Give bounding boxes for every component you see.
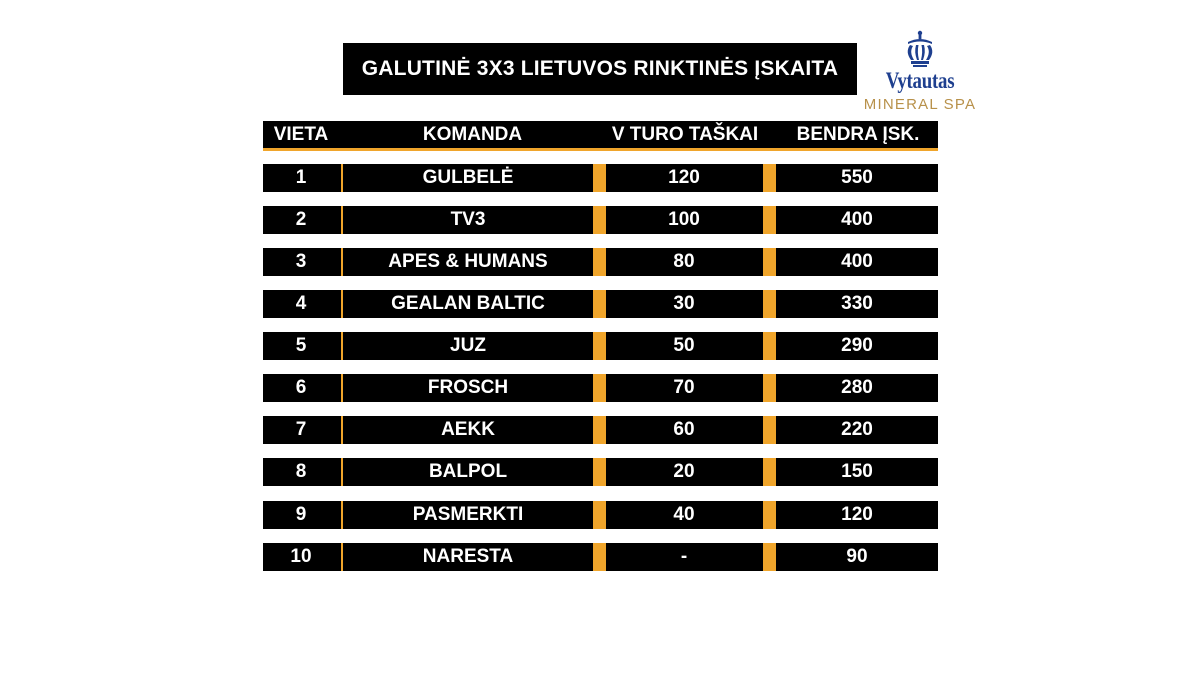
table-row — [263, 501, 938, 529]
separator — [593, 416, 606, 444]
total-cell: 150 — [841, 461, 873, 482]
separator — [763, 332, 776, 360]
total-cell: 290 — [841, 335, 873, 356]
page-title: GALUTINĖ 3X3 LIETUVOS RINKTINĖS ĮSKAITA — [343, 43, 857, 95]
table-header — [263, 121, 938, 151]
team-cell: GULBELĖ — [422, 167, 514, 188]
round-points-cell: 70 — [673, 377, 695, 398]
place-cell: 1 — [295, 167, 307, 188]
round-points-cell: 40 — [673, 504, 695, 525]
table-row — [263, 290, 938, 318]
logo-sub-text: MINERAL SPA — [863, 96, 977, 113]
total-cell: 400 — [841, 209, 873, 230]
total-cell: 550 — [841, 167, 873, 188]
table-row — [263, 458, 938, 486]
place-cell: 2 — [295, 209, 307, 230]
total-cell: 90 — [846, 546, 868, 567]
team-cell: GEALAN BALTIC — [391, 293, 545, 314]
total-cell: 330 — [841, 293, 873, 314]
round-points-cell: 80 — [673, 251, 695, 272]
separator — [593, 374, 606, 402]
header-place: VIETA — [273, 124, 329, 145]
place-cell: 10 — [290, 546, 312, 567]
table-row — [263, 164, 938, 192]
round-points-cell: 60 — [673, 419, 695, 440]
team-cell: TV3 — [450, 209, 486, 230]
separator — [763, 248, 776, 276]
header-underline — [263, 148, 938, 151]
separator — [763, 416, 776, 444]
separator — [593, 458, 606, 486]
vytautas-logo — [862, 30, 978, 114]
separator — [593, 332, 606, 360]
header-team: KOMANDA — [422, 124, 523, 145]
total-cell: 220 — [841, 419, 873, 440]
total-cell: 120 — [841, 504, 873, 525]
separator — [763, 374, 776, 402]
table-row — [263, 416, 938, 444]
total-cell: 280 — [841, 377, 873, 398]
total-cell: 400 — [841, 251, 873, 272]
header-round-points: V TURO TAŠKAI — [611, 124, 759, 145]
round-points-cell: - — [680, 546, 688, 567]
separator — [763, 543, 776, 571]
separator — [593, 543, 606, 571]
separator — [593, 206, 606, 234]
round-points-cell: 50 — [673, 335, 695, 356]
team-cell: NARESTA — [422, 546, 514, 567]
place-cell: 6 — [295, 377, 307, 398]
separator — [763, 290, 776, 318]
round-points-cell: 100 — [668, 209, 700, 230]
place-cell: 9 — [295, 504, 307, 525]
separator — [763, 164, 776, 192]
logo-brand-text: Vytautas — [885, 68, 955, 93]
table-row — [263, 332, 938, 360]
separator — [593, 248, 606, 276]
place-cell: 7 — [295, 419, 307, 440]
round-points-cell: 120 — [668, 167, 700, 188]
separator — [593, 290, 606, 318]
round-points-cell: 20 — [673, 461, 695, 482]
place-cell: 8 — [295, 461, 307, 482]
separator — [593, 164, 606, 192]
team-cell: AEKK — [441, 419, 495, 440]
table-row — [263, 206, 938, 234]
place-cell: 3 — [295, 251, 307, 272]
table-row — [263, 543, 938, 571]
team-cell: JUZ — [450, 335, 486, 356]
table-row — [263, 374, 938, 402]
place-cell: 4 — [295, 293, 307, 314]
team-cell: PASMERKTI — [412, 504, 524, 525]
round-points-cell: 30 — [673, 293, 695, 314]
separator — [763, 458, 776, 486]
crown-icon — [902, 30, 938, 68]
separator — [763, 501, 776, 529]
separator — [593, 501, 606, 529]
separator — [763, 206, 776, 234]
place-cell: 5 — [295, 335, 307, 356]
team-cell: FROSCH — [427, 377, 509, 398]
team-cell: BALPOL — [428, 461, 508, 482]
team-cell: APES & HUMANS — [388, 251, 548, 272]
table-row — [263, 248, 938, 276]
header-total: BENDRA ĮSK. — [796, 124, 920, 145]
